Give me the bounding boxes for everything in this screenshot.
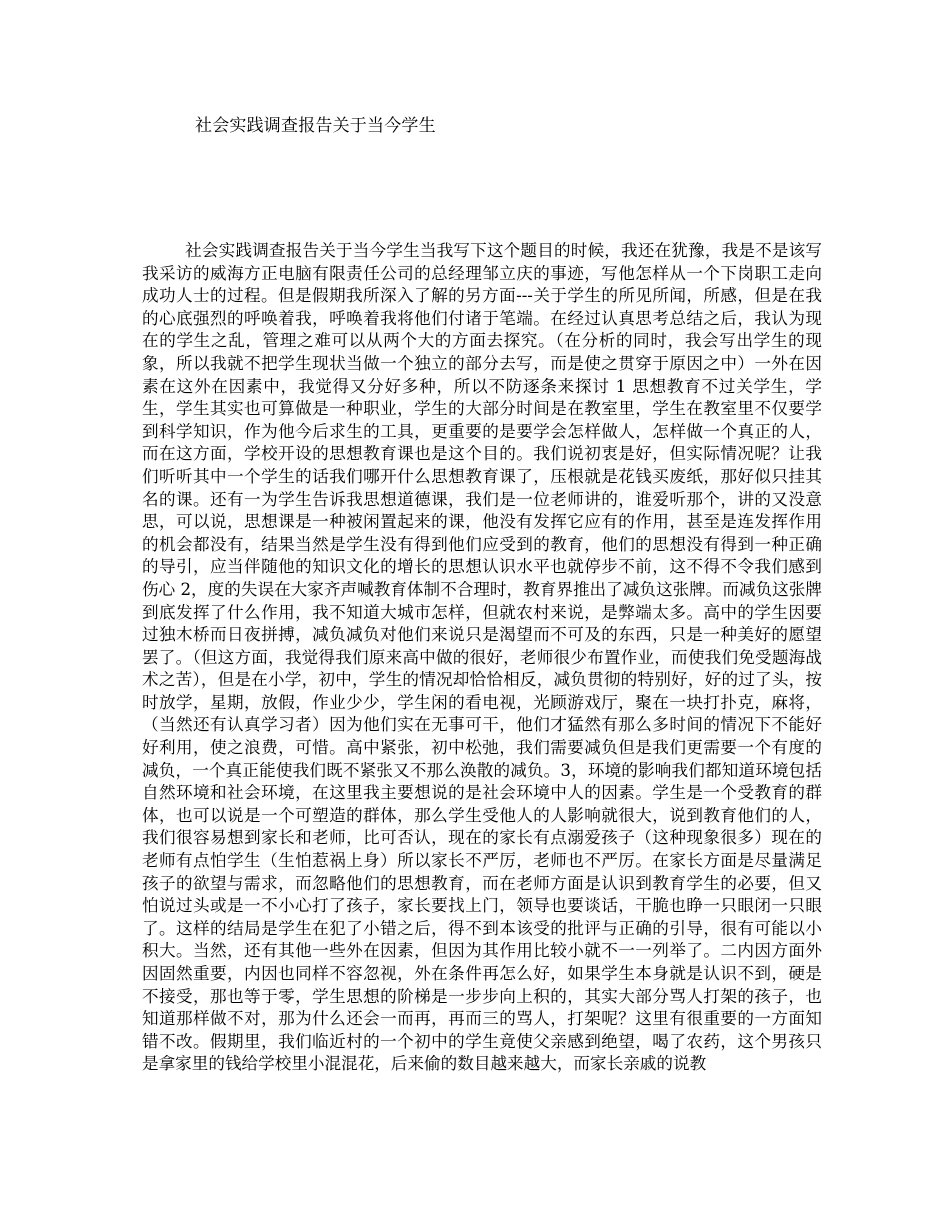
document-body-paragraph: 社会实践调查报告关于当今学生当我写下这个题目的时候，我还在犹豫，我是不是该写我采访的威海方正电脑有限责任公司的总经理邹立庆的事迹，写他怎样从一个下岗职工走向成功人士的过程。但是假期我所深入了解的另方面---关于学生的所见所闻，所感，但是在我的心底强烈的呼唤着我，呼唤着我将他们付诸于笔端。在经过认真思考总结之后，我认为现在的学生之乱，管理之难可以从两个大的方面去探究。（在分析的同时，我会写出学生的现象，所以我就不把学生现状当做一个独立的部分去写，而是使之贯穿于原因之中）一外在因素在这外在因素中，我觉得又分好多种，所以不防逐条来探讨 1 思想教育不过关学生，学生，学生其实也可算做是一种职业，学生的大部分时间是在教室里，学生在教室里不仅要学到科学知识，作为他今后求生的工具，更重要的是要学会怎样做人，怎样做一个真正的人，而在这方面，学校开设的思想教育课也是这个目的。我们说初衷是好，但实际情况呢？让我们听听其中一个学生的话我们哪开什么思想教育课了，压根就是花钱买废纸，那好似只挂其名的课。还有一为学生告诉我思想道德课，我们是一位老师讲的，谁爱听那个，讲的又没意思，可以说，思想课是一种被闲置起来的课，他没有发挥它应有的作用，甚至是连发挥作用的机会都没有，结果当然是学生没有得到他们应受到的教育，他们的思想没有得到一种正确的导引，应当伴随他的知识文化的增长的思想认识水平也就停步不前，这不得不令我们感到伤心 2，度的失误在大家齐声喊教育体制不合理时，教育界推出了减负这张牌。而减负这张牌到底发挥了什么作用，我不知道大城市怎样，但就农村来说，是弊端太多。高中的学生因要过独木桥而日夜拼搏，减负减负对他们来说只是渴望而不可及的东西，只是一种美好的愿望罢了。（但这方面，我觉得我们原来高中做的很好，老师很少布置作业，而使我们免受题海战术之苦），但是在小学，初中，学生的情况却恰恰相反，减负贯彻的特别好，好的过了头，按时放学，星期，放假，作业少少，学生闲的看电视，光顾游戏厅，聚在一块打扑克，麻将，（当然还有认真学习者）因为他们实在无事可干，他们才猛然有那么多时间的情况下不能好好利用，使之浪费，可惜。高中紧张，初中松弛，我们需要减负但是我们更需要一个有度的减负，一个真正能使我们既不紧张又不那么涣散的减负。3，环境的影响我们都知道环境包括自然环境和社会环境，在这里我主要想说的是社会环境中人的因素。学生是一个受教育的群体，也可以说是一个可塑造的群体，那么学生受他人的人影响就很大，说到教育他们的人，我们很容易想到家长和老师，比可否认，现在的家长有点溺爱孩子（这种现象很多）现在的老师有点怕学生（生怕惹祸上身）所以家长不严厉，老师也不严厉。在家长方面是尽量满足孩子的欲望与需求，而忽略他们的思想教育，而在老师方面是认识到教育学生的必要，但又怕说过头或是一不小心打了孩子，家长要找上门，领导也要谈话，干脆也睁一只眼闭一只眼了。这样的结局是学生在犯了小错之后，得不到本该受的批评与正确的引导，很有可能以小积大。当然，还有其他一些外在因素，但因为其作用比较小就不一一列举了。二内因方面外因固然重要，内因也同样不容忽视，外在条件再怎么好，如果学生本身就是认识不到，硬是不接受，那也等于零，学生思想的阶梯是一步步向上积的，其实大部分骂人打架的孩子，也知道那样做不对，那为什么还会一而再，再而三的骂人，打架呢？这里有很重要的一方面知错不改。假期里，我们临近村的一个初中的学生竟使父亲感到绝望，喝了农药，这个男孩只是拿家里的钱给学校里小混混花，后来偷的数目越来越大，而家长亲戚的说教	[142, 241, 822, 1074]
document-title: 社会实践调查报告关于当今学生	[195, 116, 436, 136]
